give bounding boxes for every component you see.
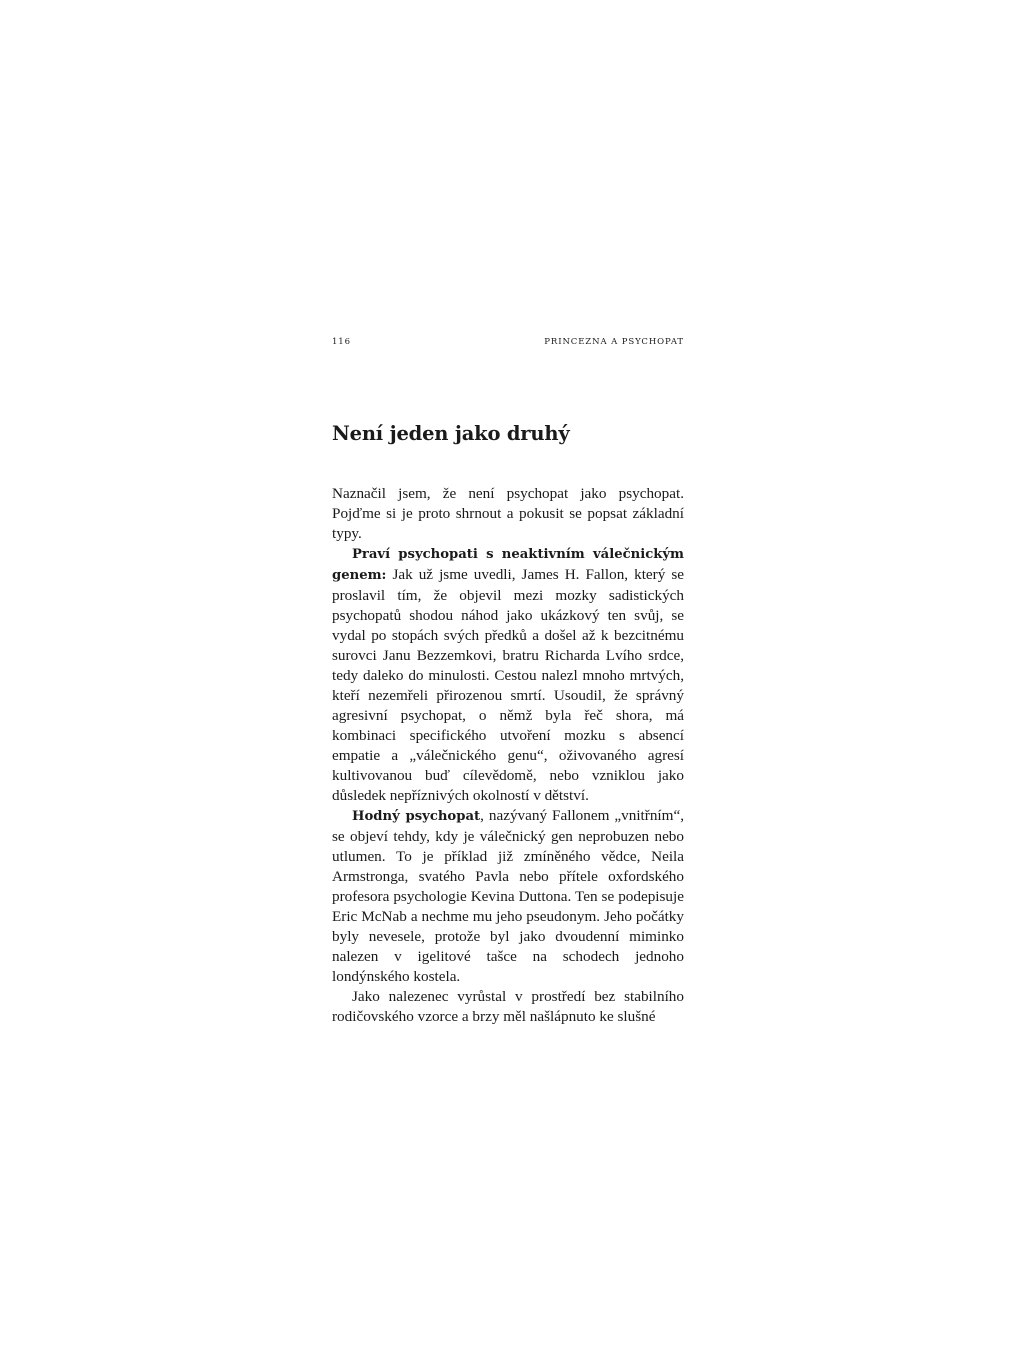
paragraph-lead-true-psychopaths: Praví psychopati s neaktivním válečnickým genem: (332, 547, 684, 583)
paragraph-text-true-psychopaths: Jak už jsme uvedli, James H. Fallon, který se proslavil tím, že objevil mezi mozky sadistických psychopatů shodou náhod jako ukázkový ten svůj, se vydal po stopách svých předků a došel až k bezcitnému surovci Janu Bezzemkovi, bratru Richarda Lvího srdce, tedy daleko do minulosti. Cestou nalezl mnoho mrtvých, kteří nezemřeli přirozenou smrtí. Usoudil, že správný agresivní psychopat, o němž byla řeč shora, má kombinaci specifického utvoření mozku s absencí empatie a „válečnického genu“, oživovaného agresí kultivovanou buď cílevědomě, nebo vzniklou jako důsledek nepříznivých okolností v dětství. (332, 566, 684, 804)
paragraph-intro: Naznačil jsem, že není psychopat jako psychopat. Pojďme si je proto shrnout a pokusit se popsat základní typy. (332, 485, 684, 542)
running-head (332, 337, 684, 351)
paragraph-true-psychopaths (332, 544, 684, 806)
page-number: 116 (332, 337, 351, 347)
paragraph-foundling: Jako nalezenec vyrůstal v prostředí bez stabilního rodičovského vzorce a brzy měl našlápnuto ke slušné (332, 988, 684, 1025)
body-text (332, 484, 684, 1027)
chapter-title: Není jeden jako druhý (332, 422, 570, 445)
paragraph-good-psychopath (332, 806, 684, 987)
paragraph-text-good-psychopath: , nazývaný Fallonem „vnitřním“, se objeví tehdy, kdy je válečnický gen neprobuzen nebo utlumen. To je příklad již zmíněného vědce, Neila Armstronga, svatého Pavla nebo přítele oxfordského profesora psychologie Kevina Duttona. Ten se podepisuje Eric McNab a nechme mu jeho pseudonym. Jeho počátky byly nevesele, protože byl jako dvoudenní miminko nalezen v igelitové tašce na schodech jednoho londýnského kostela. (332, 807, 684, 985)
running-head-book-title: PRINCEZNA A PSYCHOPAT (544, 337, 684, 347)
paragraph-lead-good-psychopath: Hodný psychopat (352, 809, 481, 824)
